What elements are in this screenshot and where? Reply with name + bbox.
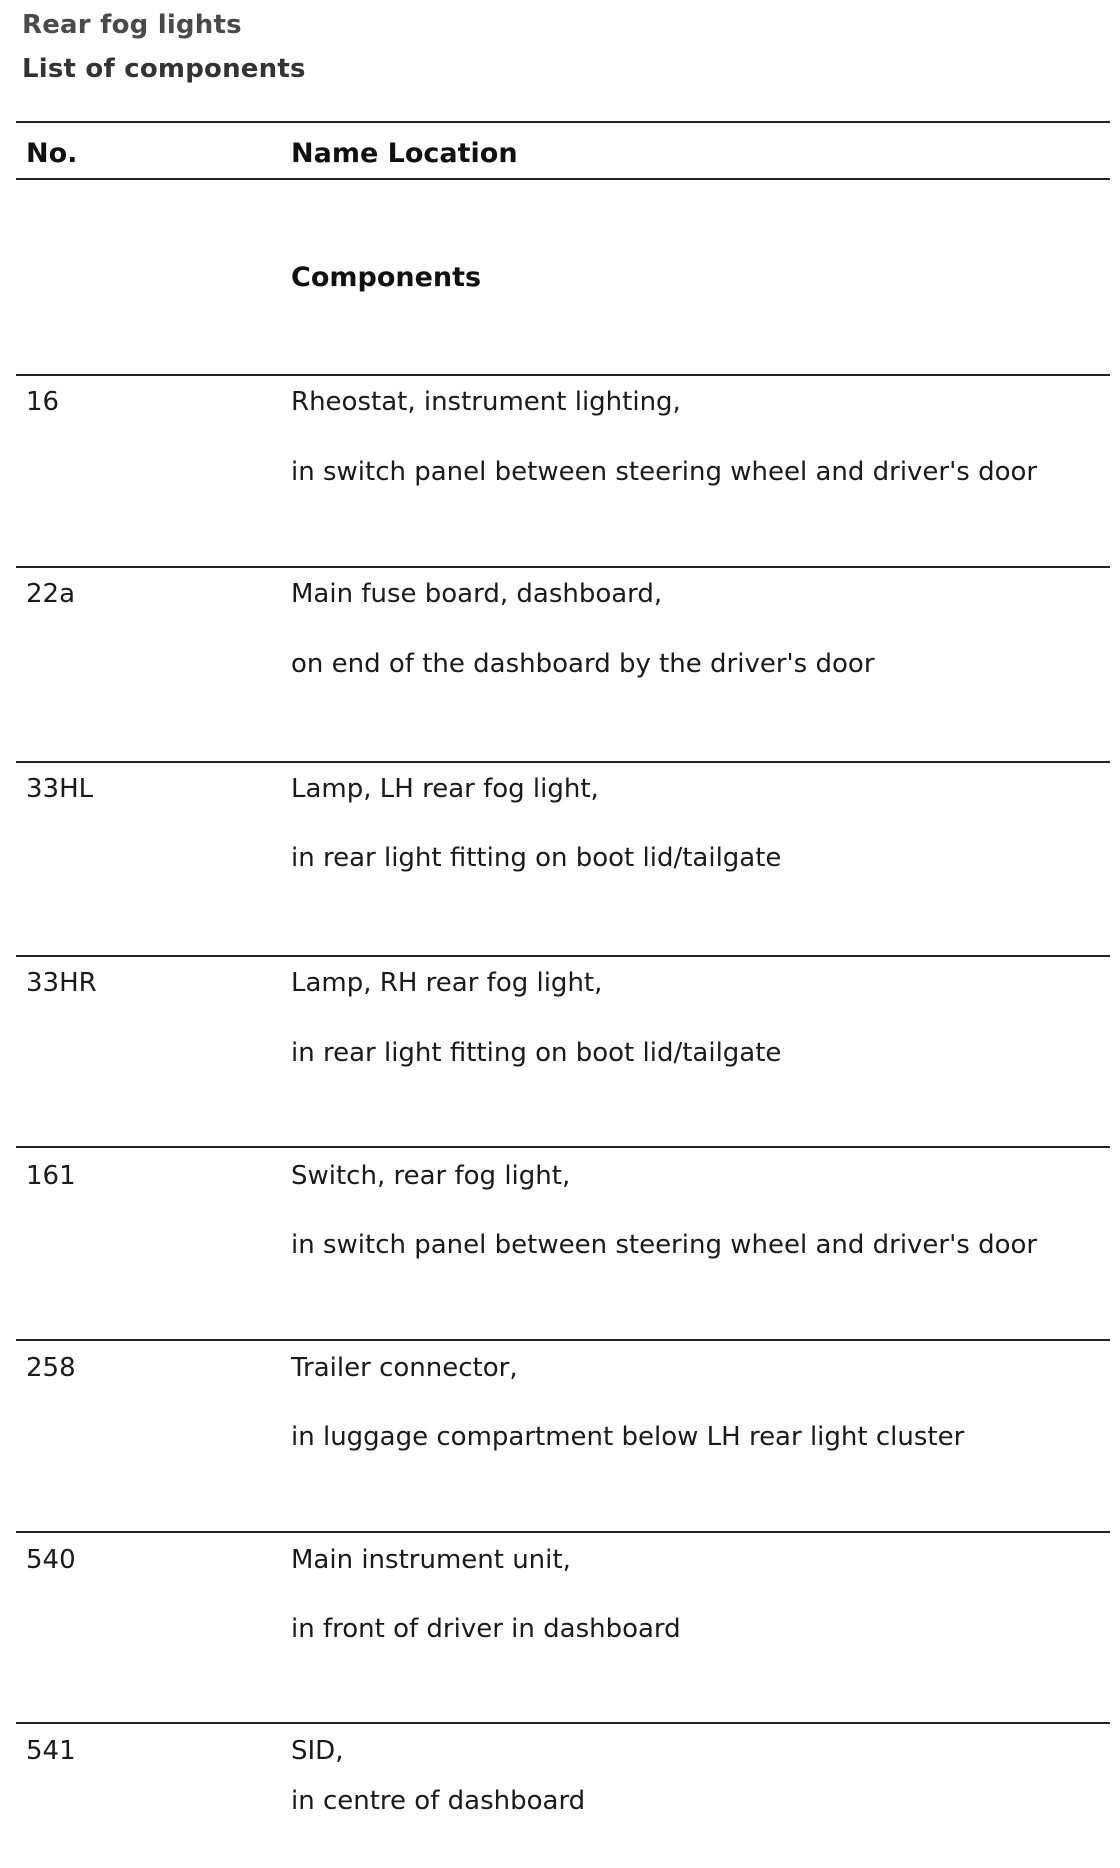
page-title: Rear fog lights bbox=[22, 10, 242, 40]
row-divider bbox=[16, 1146, 1110, 1148]
component-number: 258 bbox=[26, 1353, 76, 1383]
component-location: on end of the dashboard by the driver's door bbox=[291, 649, 875, 679]
component-location: in rear light fitting on boot lid/tailgate bbox=[291, 843, 782, 873]
component-location: in rear light fitting on boot lid/tailgate bbox=[291, 1038, 782, 1068]
row-divider bbox=[16, 1722, 1110, 1724]
component-location: in switch panel between steering wheel and driver's door bbox=[291, 1230, 1038, 1260]
component-name: Lamp, RH rear fog light, bbox=[291, 968, 603, 998]
component-number: 16 bbox=[26, 387, 60, 417]
component-name: Main instrument unit, bbox=[291, 1545, 571, 1575]
component-location: in luggage compartment below LH rear light cluster bbox=[291, 1422, 965, 1452]
column-header-name-location: Name Location bbox=[291, 138, 518, 169]
component-location: in front of driver in dashboard bbox=[291, 1614, 681, 1644]
component-number: 33HL bbox=[26, 774, 94, 804]
component-name: Main fuse board, dashboard, bbox=[291, 579, 663, 609]
page-subtitle: List of components bbox=[22, 54, 306, 84]
component-number: 540 bbox=[26, 1545, 76, 1575]
component-name: Lamp, LH rear fog light, bbox=[291, 774, 599, 804]
row-divider bbox=[16, 374, 1110, 376]
header-bottom-rule bbox=[16, 178, 1110, 180]
section-heading: Components bbox=[291, 262, 482, 293]
row-divider bbox=[16, 566, 1110, 568]
component-name: SID, bbox=[291, 1736, 344, 1766]
component-name: Switch, rear fog light, bbox=[291, 1161, 571, 1191]
component-number: 541 bbox=[26, 1736, 76, 1766]
component-number: 161 bbox=[26, 1161, 76, 1191]
row-divider bbox=[16, 1339, 1110, 1341]
component-name: Trailer connector, bbox=[291, 1353, 518, 1383]
row-divider bbox=[16, 761, 1110, 763]
component-number: 22a bbox=[26, 579, 76, 609]
component-name: Rheostat, instrument lighting, bbox=[291, 387, 681, 417]
component-number: 33HR bbox=[26, 968, 97, 998]
row-divider bbox=[16, 1531, 1110, 1533]
table-top-rule bbox=[16, 121, 1110, 123]
component-location: in switch panel between steering wheel and driver's door bbox=[291, 457, 1038, 487]
column-header-no: No. bbox=[26, 138, 78, 169]
component-location: in centre of dashboard bbox=[291, 1786, 586, 1816]
row-divider bbox=[16, 955, 1110, 957]
